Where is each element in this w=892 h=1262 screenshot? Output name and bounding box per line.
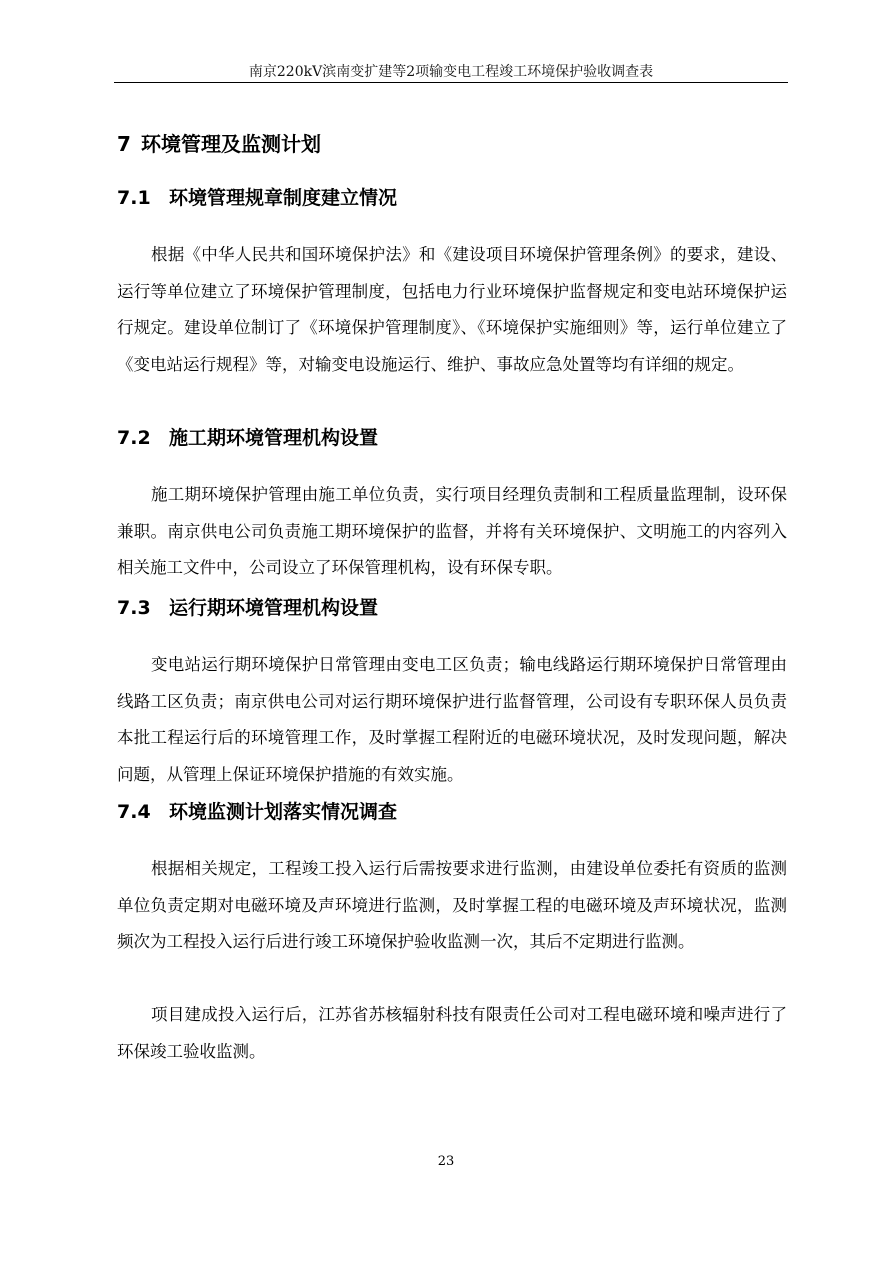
section-heading-7-1 xyxy=(117,186,397,210)
chapter-title: 环境管理及监测计划 xyxy=(141,132,321,156)
chapter-heading xyxy=(117,131,321,157)
paragraph: 根据相关规定，工程竣工投入运行后需按要求进行监测，由建设单位委托有资质的监测单位负责定期对电磁环境及声环境进行监测，及时掌握工程的电磁环境及声环境状况，监测频次为工程投入运行后进行竣工环境保护验收监测一次，其后不定期进行监测。 xyxy=(117,859,787,951)
section-number: 7.2 xyxy=(117,427,151,449)
header-rule xyxy=(114,82,788,83)
section-title: 运行期环境管理机构设置 xyxy=(169,597,379,619)
section-number: 7.3 xyxy=(117,597,151,619)
section-number: 7.1 xyxy=(117,187,151,209)
chapter-number: 7 xyxy=(117,132,131,156)
section-title: 环境管理规章制度建立情况 xyxy=(169,187,398,209)
section-heading-7-3 xyxy=(117,596,378,620)
section-number: 7.4 xyxy=(117,801,151,823)
section-title: 施工期环境管理机构设置 xyxy=(169,427,379,449)
paragraph: 项目建成投入运行后，江苏省苏核辐射科技有限责任公司对工程电磁环境和噪声进行了环保竣工验收监测。 xyxy=(117,1005,787,1061)
paragraph: 根据《中华人民共和国环境保护法》和《建设项目环境保护管理条例》的要求，建设、运行等单位建立了环境保护管理制度，包括电力行业环境保护监督规定和变电站环境保护运行规定。建设单位制订了《环境保护管理制度》、《环境保护实施细则》等，运行单位建立了《变电站运行规程》等，对输变电设施运行、维护、事故应急处置等均有详细的规定。 xyxy=(117,245,787,374)
section-heading-7-4 xyxy=(117,800,397,824)
page-number: 23 xyxy=(437,1154,455,1169)
paragraph: 变电站运行期环境保护日常管理由变电工区负责；输电线路运行期环境保护日常管理由线路工区负责；南京供电公司对运行期环境保护进行监督管理，公司设有专职环保人员负责本批工程运行后的环境管理工作，及时掌握工程附近的电磁环境状况，及时发现问题，解决问题，从管理上保证环境保护措施的有效实施。 xyxy=(117,655,787,784)
section-title: 环境监测计划落实情况调查 xyxy=(169,801,398,823)
paragraph: 施工期环境保护管理由施工单位负责，实行项目经理负责制和工程质量监理制，设环保兼职。南京供电公司负责施工期环境保护的监督，并将有关环境保护、文明施工的内容列入相关施工文件中，公司设立了环保管理机构，设有环保专职。 xyxy=(117,485,787,577)
section-heading-7-2 xyxy=(117,426,378,450)
running-header: 南京220kV滨南变扩建等2项输变电工程竣工环境保护验收调查表 xyxy=(248,64,654,80)
